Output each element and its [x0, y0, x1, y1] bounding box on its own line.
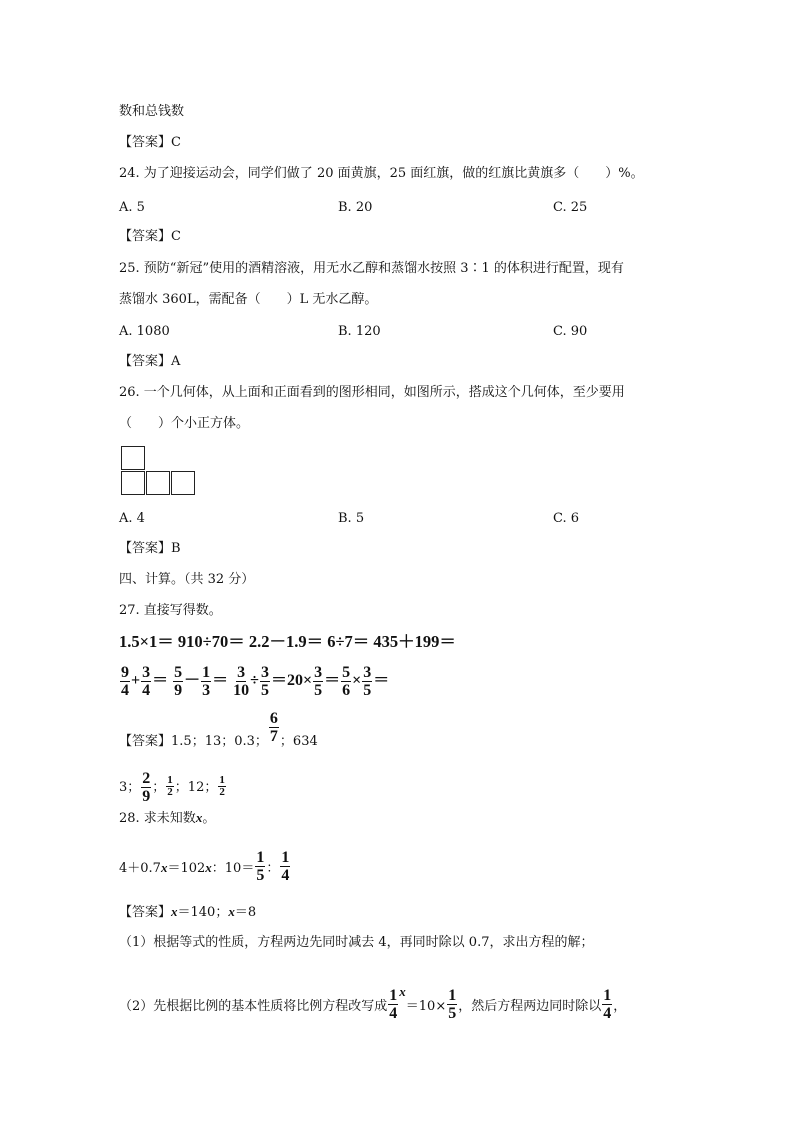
numerator: 1	[256, 849, 265, 866]
square	[146, 471, 170, 495]
numerator: 1	[167, 774, 173, 786]
text: 3；	[119, 780, 141, 795]
text: －	[184, 672, 201, 689]
text: 9	[142, 788, 151, 805]
numerator: 1	[281, 849, 290, 866]
option-c: C. 90	[553, 324, 588, 339]
answer-26: 【答案】B	[119, 541, 181, 556]
text: ＝	[152, 672, 169, 689]
numerator: 1	[219, 774, 225, 786]
text: x	[205, 860, 212, 875]
text: 4	[142, 681, 151, 699]
fraction	[260, 664, 270, 699]
numerator: 1	[202, 663, 211, 681]
fraction	[120, 664, 130, 699]
text: x	[171, 904, 178, 919]
text: ×	[352, 672, 362, 689]
text: x	[195, 810, 203, 825]
text: 2	[167, 786, 173, 798]
question-24: 24. 为了迎接运动会，同学们做了 20 面黄旗，25 面红旗，做的红旗比黄旗多（ ）%。	[119, 166, 644, 181]
numerator: 5	[174, 663, 183, 681]
fraction	[341, 664, 351, 699]
numerator: 1	[448, 987, 457, 1004]
text: x	[228, 904, 235, 919]
question-25-line1: 25. 预防“新冠”使用的酒精溶液，用无水乙醇和蒸馏水按照 3∶1 的体积进行配置，现有	[119, 261, 624, 276]
text: ＝10×	[405, 999, 447, 1014]
answer-23: 【答案】C	[119, 135, 181, 150]
text: 7	[269, 728, 278, 745]
question-25-line2: 蒸馏水 360L，需配备（ ）L 无水乙醇。	[119, 292, 378, 307]
fraction	[255, 849, 265, 884]
question-27: 27. 直接写得数。	[119, 603, 222, 618]
text: 1.5；13；0.3；	[171, 734, 268, 749]
text: ，	[613, 999, 627, 1014]
text: 4	[603, 1005, 612, 1022]
text: ；	[152, 780, 166, 795]
fraction	[166, 775, 174, 798]
fraction	[388, 987, 398, 1022]
fraction	[447, 987, 457, 1022]
fraction	[141, 664, 151, 699]
text-line: 数和总钱数	[119, 104, 185, 119]
option-a: A. 5	[119, 200, 145, 215]
text: 【答案】	[119, 905, 172, 920]
text: 5	[448, 1005, 457, 1022]
text: ＝	[324, 672, 341, 689]
answer-27-line2	[119, 770, 227, 805]
square	[171, 471, 195, 495]
text: ＝	[270, 672, 287, 689]
square	[121, 471, 145, 495]
text: 20×	[286, 672, 313, 689]
fraction	[141, 770, 151, 805]
text: （2）先根据比例的基本性质将比例方程改写成	[119, 999, 388, 1014]
explanation-2	[119, 972, 626, 1027]
text: 6	[342, 681, 351, 699]
fraction	[233, 664, 249, 699]
square	[121, 446, 145, 470]
text: ＝102	[167, 861, 206, 876]
fraction	[173, 664, 183, 699]
text: +	[131, 672, 141, 689]
numerator: 1	[603, 987, 612, 1004]
fraction	[313, 664, 323, 699]
fraction	[218, 775, 226, 798]
text: ；12；	[174, 780, 218, 795]
text: ＝8	[234, 905, 257, 920]
equations-28	[119, 848, 291, 889]
text: 4	[121, 681, 129, 699]
numerator: 6	[269, 710, 278, 727]
fraction	[201, 664, 211, 699]
option-c: C. 25	[553, 200, 588, 215]
calc-row-2	[119, 663, 389, 699]
answer-27-line1	[119, 710, 318, 760]
numerator: 3	[237, 663, 246, 681]
option-c: C. 6	[553, 511, 580, 526]
text: ；634	[279, 734, 318, 749]
answer-25: 【答案】A	[119, 354, 181, 369]
option-b: B. 20	[338, 200, 373, 215]
numerator: 9	[121, 663, 129, 681]
text: 5	[363, 681, 372, 699]
numerator: 5	[342, 663, 351, 681]
text: 5	[260, 681, 269, 699]
numerator: 3	[314, 663, 323, 681]
answer-28	[119, 904, 256, 921]
question-26-line2: （ ）个小正方体。	[119, 416, 250, 431]
text: x	[160, 860, 168, 875]
option-b: B. 120	[338, 324, 381, 339]
text: 【答案】	[119, 734, 172, 749]
section-heading: 四、计算。（共 32 分）	[119, 572, 255, 587]
calc-row-1: 1.5×1＝ 910÷70＝ 2.2－1.9＝ 6÷7＝ 435＋199＝	[119, 632, 456, 651]
question-28	[119, 810, 215, 827]
text: 9	[174, 681, 183, 699]
text: 5	[256, 867, 265, 884]
text: ：10＝	[211, 861, 255, 876]
numerator: 3	[363, 663, 372, 681]
text: 4	[389, 1005, 398, 1022]
numerator: 2	[142, 770, 151, 787]
text: 2	[219, 786, 225, 798]
numerator: 3	[142, 663, 151, 681]
option-a: A. 1080	[119, 324, 170, 339]
text: ：	[266, 861, 280, 876]
fraction	[280, 849, 290, 884]
text: 5	[314, 681, 323, 699]
option-b: B. 5	[338, 511, 365, 526]
numerator: 1	[389, 987, 398, 1004]
text: ＝	[373, 672, 390, 689]
text: ，然后方程两边同时除以	[458, 999, 602, 1014]
numerator: 3	[260, 663, 269, 681]
fraction	[602, 987, 612, 1022]
text: 10	[233, 681, 250, 699]
text: 3	[202, 681, 211, 699]
answer-24: 【答案】C	[119, 229, 181, 244]
option-a: A. 4	[119, 511, 145, 526]
question-26-line1: 26. 一个几何体，从上面和正面看到的图形相同，如图所示，搭成这个几何体，至少要用	[119, 385, 625, 400]
text: 28. 求未知数	[119, 811, 196, 826]
text: 4	[281, 867, 290, 884]
text: 4＋0.7	[119, 861, 161, 876]
text: 。	[202, 811, 216, 826]
text: ＝	[212, 672, 229, 689]
fraction	[362, 664, 372, 699]
text: ÷	[250, 672, 259, 689]
explanation-1: （1）根据等式的性质，方程两边先同时减去 4，再同时除以 0.7，求出方程的解；	[119, 935, 594, 950]
text: ＝140；	[177, 905, 229, 920]
text: x	[399, 984, 406, 999]
fraction	[269, 710, 279, 745]
